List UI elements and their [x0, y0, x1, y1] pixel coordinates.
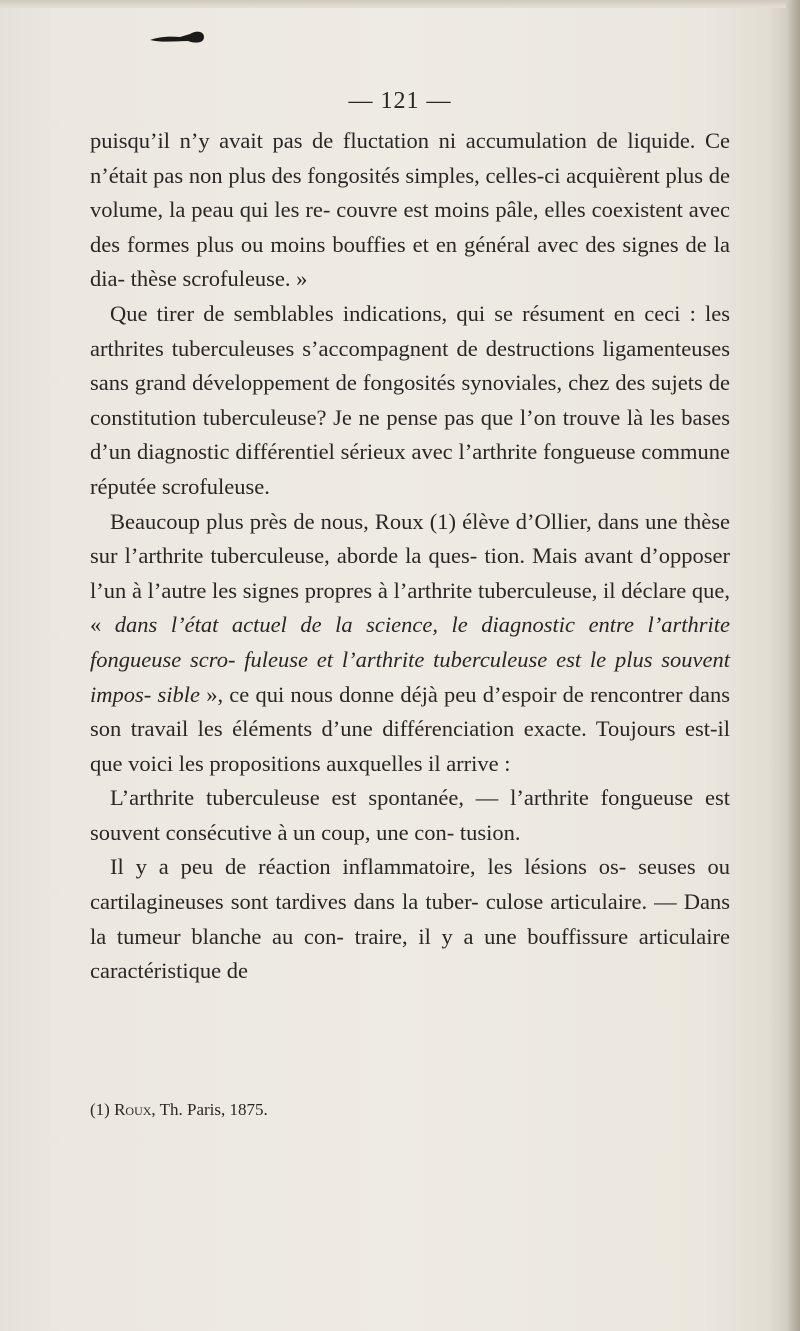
footnote	[90, 1098, 730, 1122]
page-binding-edge	[786, 0, 800, 1331]
ink-blot-icon	[148, 28, 206, 46]
paragraph-4: L’arthrite tuberculeuse est spontanée, — l’arthrite fongueuse est souvent consécutive à un coup, une con- tusion.	[90, 785, 730, 845]
footnote-marker: (1)	[90, 1100, 110, 1119]
paragraph-3	[90, 505, 730, 782]
paragraph-1: puisqu’il n’y avait pas de fluctation ni accumulation de liquide. Ce n’était pas non plus des fongosités simples, celles-ci acquièrent plus de volume, la peau qui les re- couvre est moins pâle, elles coexistent avec des formes plus ou moins bouffies et en général avec des signes de la dia- thèse scrofuleuse. »	[90, 128, 730, 292]
footnote-author: Roux	[114, 1100, 152, 1119]
paragraph-3-end: », ce qui nous donne déjà peu d’espoir de rencontrer dans son travail les éléments d’une différenciation exacte. Toujours est-il que voici les propositions auxquelles il arrive :	[90, 681, 731, 776]
paragraph-3-start: Beaucoup plus près de nous, Roux (1) élève d’Ollier, dans une thèse sur l’arthrite tuberculeuse, aborde la ques- tion. Mais avant d’opposer l’un à l’autre les signes propres à l’arthrite tuberculeuse, il déclare que, «	[90, 508, 730, 638]
page-number: — 121 —	[348, 88, 452, 114]
body-text	[90, 124, 730, 989]
paragraph-2: Que tirer de semblables indications, qui se résument en ceci : les arthrites tuberculeuses s’accompagnent de destructions ligamenteuses sans grand développement de fongosités synoviales, chez des sujets de constitution tuberculeuse? Je ne pense pas que l’on trouve là les bases d’un diagnostic différentiel sérieux avec l’arthrite fongueuse commune réputée scrofuleuse.	[90, 300, 730, 499]
paragraph-5: Il y a peu de réaction inflammatoire, les lésions os- seuses ou cartilagineuses sont tardives dans la tuber- culose articulaire. — Dans la tumeur blanche au con- traire, il y a une bouffissure articulaire caractéristique de	[90, 854, 730, 984]
paragraph-3-quote: dans l’état actuel de la science, le diagnostic entre l’arthrite fongueuse scro- fuleuse et l’arthrite tuberculeuse est le plus souvent impos- sible	[90, 612, 730, 707]
page-top-edge	[0, 0, 800, 8]
footnote-reference: , Th. Paris, 1875.	[151, 1100, 268, 1119]
